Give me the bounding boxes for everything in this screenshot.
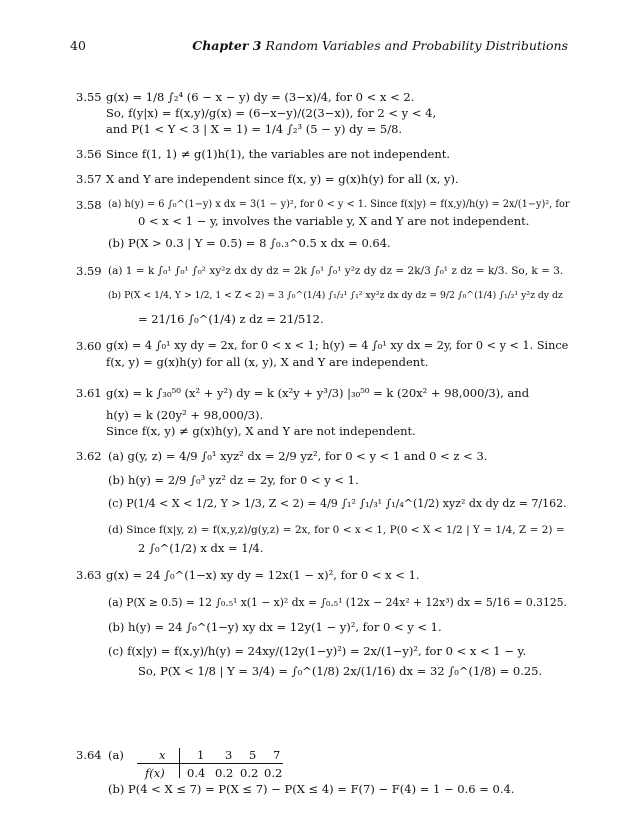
- table-cell: 0.2: [240, 766, 259, 780]
- problem-number: 3.59: [76, 264, 102, 278]
- table-fx-label: f(x): [145, 766, 165, 780]
- page-number: 40: [70, 38, 86, 53]
- solution-text: g(x) = 1/8 ∫₂⁴ (6 − x − y) dy = (3−x)/4, for 0 < x < 2.: [106, 90, 415, 104]
- chapter-title: Random Variables and Probability Distributions: [265, 38, 568, 53]
- problem-number: 3.62: [76, 449, 102, 463]
- table-cell: 7: [273, 748, 281, 762]
- solution-text: 2 ∫₀^(1/2) x dx = 1/4.: [138, 541, 264, 555]
- solution-text: (a) 1 = k ∫₀¹ ∫₀¹ ∫₀² xy²z dx dy dz = 2k ∫₀¹ ∫₀¹ y²z dy dz = 2k/3 ∫₀¹ z dz = k/3. So, k = 3.: [108, 265, 564, 277]
- solution-text: (a) P(X ≥ 0.5) = 12 ∫₀.₅¹ x(1 − x)² dx = ∫₀.₅¹ (12x − 24x² + 12x³) dx = 5/16 = 0.3125.: [108, 596, 567, 609]
- solution-text: Since f(x, y) ≠ g(x)h(y), X and Y are not independent.: [106, 424, 416, 438]
- problem-number: 3.56: [76, 147, 102, 161]
- chapter-heading: [192, 38, 568, 53]
- solution-text: (b) P(X < 1/4, Y > 1/2, 1 < Z < 2) = 3 ∫₀^(1/4) ∫₁/₂¹ ∫₁² xy²z dx dy dz = 9/2 ∫₀^(1/4) ∫₁/₂¹ y²z dy dz: [108, 290, 563, 301]
- solution-text: g(x) = 4 ∫₀¹ xy dy = 2x, for 0 < x < 1; h(y) = 4 ∫₀¹ xy dx = 2y, for 0 < y < 1. Since: [106, 339, 569, 352]
- table-cell: 0.4: [187, 766, 206, 780]
- problem-number: 3.58: [76, 198, 102, 212]
- solution-text: Since f(1, 1) ≠ g(1)h(1), the variables are not independent.: [106, 147, 451, 161]
- problem-number: 3.61: [76, 386, 102, 400]
- solution-text: (c) f(x|y) = f(x,y)/h(y) = 24xy/(12y(1−y)²) = 2x/(1−y)², for 0 < x < 1 − y.: [108, 644, 527, 658]
- solution-text: So, f(y|x) = f(x,y)/g(x) = (6−x−y)/(2(3−x)), for 2 < y < 4,: [106, 106, 437, 120]
- solution-text: (b) P(4 < X ≤ 7) = P(X ≤ 7) − P(X ≤ 4) = F(7) − F(4) = 1 − 0.6 = 0.4.: [108, 782, 515, 796]
- solution-text: = 21/16 ∫₀^(1/4) z dz = 21/512.: [138, 312, 324, 326]
- table-cell: 1: [197, 748, 205, 762]
- solution-text: g(x) = k ∫₃₀⁵⁰ (x² + y²) dy = k (x²y + y³/3) |₃₀⁵⁰ = k (20x² + 98,000/3), and: [106, 386, 530, 400]
- chapter-label: Chapter 3: [192, 38, 262, 53]
- solution-text: (b) P(X > 0.3 | Y = 0.5) = 8 ∫₀.₃^0.5 x dx = 0.64.: [108, 236, 391, 250]
- problem-number: 3.64: [76, 748, 102, 762]
- problem-number: 3.63: [76, 568, 102, 582]
- solution-text: (b) h(y) = 2/9 ∫₀³ yz² dz = 2y, for 0 < y < 1.: [108, 473, 359, 487]
- table-x-label: x: [159, 748, 166, 762]
- page-header: [70, 38, 568, 56]
- solution-text: g(x) = 24 ∫₀^(1−x) xy dy = 12x(1 − x)², for 0 < x < 1.: [106, 568, 420, 582]
- problem-number: 3.55: [76, 90, 102, 104]
- solution-text: h(y) = k (20y² + 98,000/3).: [106, 408, 264, 422]
- solution-text: (a) g(y, z) = 4/9 ∫₀¹ xyz² dx = 2/9 yz², for 0 < y < 1 and 0 < z < 3.: [108, 449, 488, 463]
- solution-text: (d) Since f(x|y, z) = f(x,y,z)/g(y,z) = 2x, for 0 < x < 1, P(0 < X < 1/2 | Y = 1/4, Z = 2) =: [108, 524, 565, 536]
- table-rule-vertical: [179, 748, 180, 778]
- solution-text: So, P(X < 1/8 | Y = 3/4) = ∫₀^(1/8) 2x/(1/16) dx = 32 ∫₀^(1/8) = 0.25.: [138, 664, 543, 678]
- table-cell: 5: [249, 748, 257, 762]
- solution-text: X and Y are independent since f(x, y) = g(x)h(y) for all (x, y).: [106, 172, 459, 186]
- table-cell: 3: [225, 748, 233, 762]
- solution-text: and P(1 < Y < 3 | X = 1) = 1/4 ∫₂³ (5 − y) dy = 5/8.: [106, 122, 403, 136]
- solution-text: (a) h(y) = 6 ∫₀^(1−y) x dx = 3(1 − y)², for 0 < y < 1. Since f(x|y) = f(x,y)/h(y) = 2x/(1−y)², for: [108, 199, 570, 210]
- solution-text: (a): [108, 748, 124, 762]
- table-cell: 0.2: [215, 766, 234, 780]
- solution-text: 0 < x < 1 − y, involves the variable y, X and Y are not independent.: [138, 214, 530, 228]
- solution-text: (c) P(1/4 < X < 1/2, Y > 1/3, Z < 2) = 4/9 ∫₁² ∫₁/₃¹ ∫₁/₄^(1/2) xyz² dx dy dz = 7/162.: [108, 497, 567, 510]
- solution-text: (b) h(y) = 24 ∫₀^(1−y) xy dx = 12y(1 − y)², for 0 < y < 1.: [108, 620, 442, 634]
- table-cell: 0.2: [264, 766, 283, 780]
- solution-text: f(x, y) = g(x)h(y) for all (x, y), X and Y are independent.: [106, 355, 429, 369]
- problem-number: 3.60: [76, 339, 102, 353]
- table-rule-horizontal: [137, 763, 283, 764]
- problem-number: 3.57: [76, 172, 102, 186]
